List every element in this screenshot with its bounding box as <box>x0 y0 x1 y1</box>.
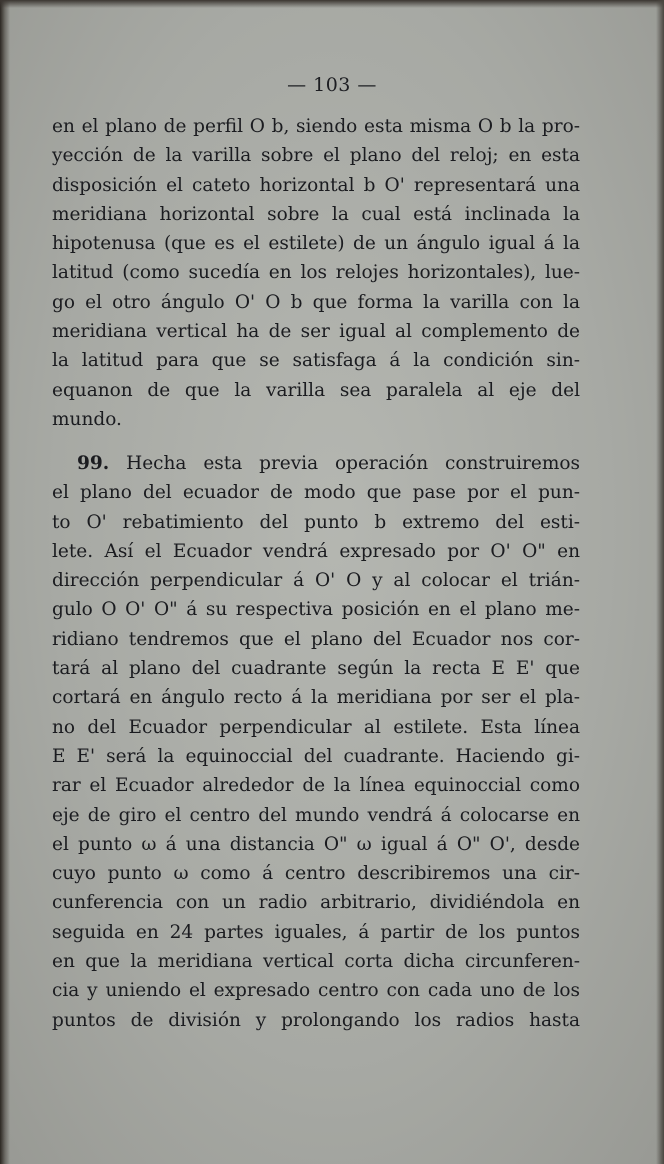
text-line: el plano del ecuador de modo que pase por el pun- <box>52 482 580 504</box>
text-line: to O' rebatimiento del punto b extremo del esti- <box>52 511 580 533</box>
text-line: lete. Así el Ecuador vendrá expresado por O' O" en <box>52 540 580 562</box>
text-line: no del Ecuador perpendicular al estilete. Esta línea <box>52 716 580 738</box>
text-line: cunferencia con un radio arbitrario, dividiéndola en <box>52 892 580 914</box>
page-number: — 103 — <box>287 74 377 96</box>
page-right-shadow <box>656 0 664 1164</box>
text-line: mundo. <box>52 408 122 430</box>
paragraph-1 <box>52 112 580 434</box>
text-line: ridiano tendremos que el plano del Ecuador nos cor- <box>52 628 580 650</box>
text-line: dirección perpendicular á O' O y al colocar el trián- <box>52 570 580 592</box>
text-line: en que la meridiana vertical corta dicha circunferen- <box>52 951 580 973</box>
text-line: hipotenusa (que es el estilete) de un ángulo igual á la <box>52 233 580 255</box>
text-line: meridiana vertical ha de ser igual al complemento de <box>52 321 580 343</box>
text-line: eje de giro el centro del mundo vendrá á colocarse en <box>52 804 580 826</box>
text-line-content: Hecha esta previa operación construiremos <box>126 453 580 474</box>
text-line: meridiana horizontal sobre la cual está inclinada la <box>52 203 580 225</box>
text-line-first <box>52 449 580 478</box>
text-line: rar el Ecuador alrededor de la línea equinoccial como <box>52 775 580 797</box>
text-line: seguida en 24 partes iguales, á partir de los puntos <box>52 921 580 943</box>
text-line: el punto ω á una distancia O" ω igual á O" O', desde <box>52 833 580 855</box>
text-line: go el otro ángulo O' O b que forma la varilla con la <box>52 291 580 313</box>
paragraph-2 <box>52 449 580 1035</box>
text-line: latitud (como sucedía en los relojes horizontales), lue- <box>52 262 580 284</box>
text-line: tará al plano del cuadrante según la recta E E' que <box>52 658 580 680</box>
text-line: la latitud para que se satisfaga á la condición sin- <box>52 350 580 372</box>
text-line: gulo O O' O" á su respectiva posición en el plano me- <box>52 599 580 621</box>
text-line: en el plano de perfil O b, siendo esta misma O b la pro- <box>52 116 580 137</box>
text-line: yección de la varilla sobre el plano del reloj; en esta <box>52 145 580 167</box>
paragraph-number: 99. <box>77 453 110 474</box>
text-line: cortará en ángulo recto á la meridiana por ser el pla- <box>52 687 580 709</box>
text-line: equanon de que la varilla sea paralela al eje del <box>52 379 580 401</box>
text-line: puntos de división y prolongando los radios hasta <box>52 1009 580 1031</box>
text-line: cuyo punto ω como á centro describiremos una cir- <box>52 863 580 885</box>
text-line: cia y uniendo el expresado centro con cada uno de los <box>52 980 580 1002</box>
page-binding-shadow <box>0 0 10 1164</box>
text-line: E E' será la equinoccial del cuadrante. Haciendo gi- <box>52 745 580 767</box>
page-top-shadow <box>0 0 664 8</box>
text-line: disposición el cateto horizontal b O' representará una <box>52 174 580 196</box>
